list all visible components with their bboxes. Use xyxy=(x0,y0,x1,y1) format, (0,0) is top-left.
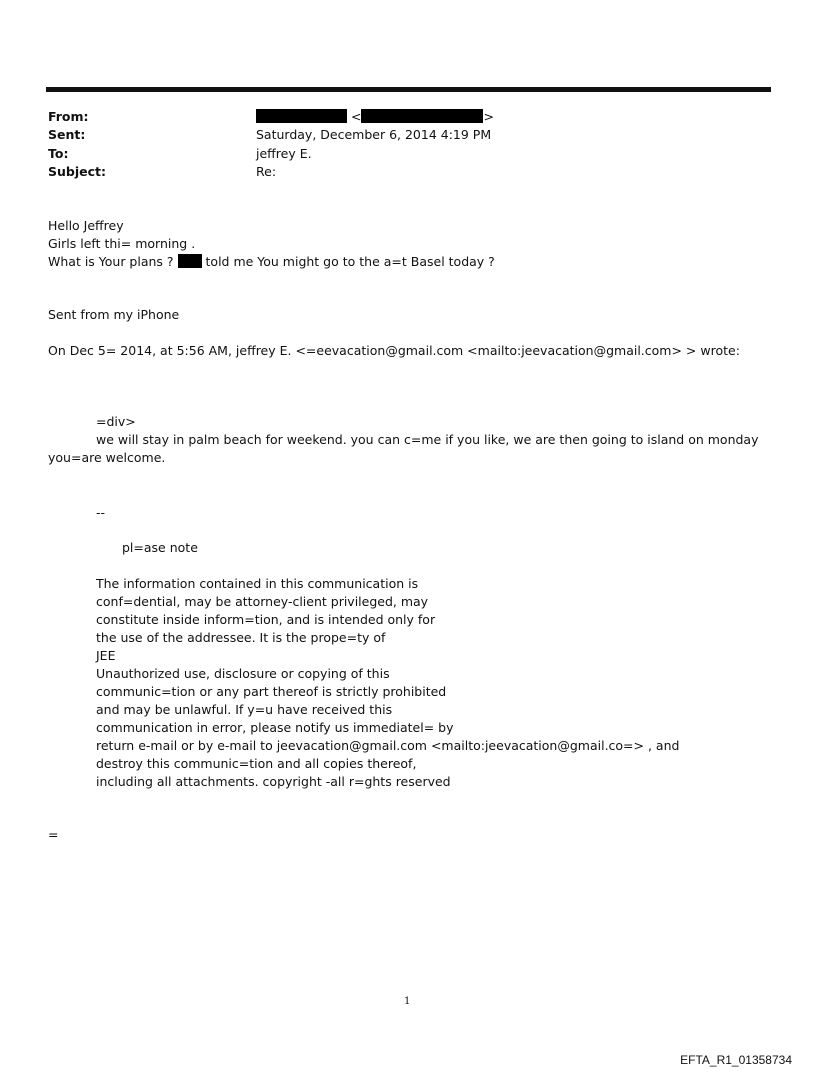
greeting: Hello Jeffrey xyxy=(48,218,124,233)
sent-value: Saturday, December 6, 2014 4:19 PM xyxy=(256,127,492,142)
disclaimer-line: destroy this communic=tion and all copies thereof, xyxy=(96,756,417,771)
disclaimer-line: including all attachments. copyright -all r=ghts reserved xyxy=(96,774,451,789)
subject-value: Re: xyxy=(256,164,277,179)
disclaimer-line: The information contained in this communication is xyxy=(96,576,419,591)
disclaimer-line: Unauthorized use, disclosure or copying of this xyxy=(96,666,390,681)
redaction-box xyxy=(256,109,347,123)
from-value xyxy=(256,109,494,124)
header-rule xyxy=(46,87,771,92)
please-note: pl=ase note xyxy=(122,540,198,555)
page-number: 1 xyxy=(404,996,411,1007)
disclaimer-line: and may be unlawful. If y=u have received this xyxy=(96,702,393,717)
div-tag: =div> xyxy=(96,414,136,429)
disclaimer-line: conf=dential, may be attorney-client privileged, may xyxy=(96,594,429,609)
from-lt: < xyxy=(350,109,362,124)
from-label: From: xyxy=(48,109,89,124)
disclaimer-line: the use of the addressee. It is the prope=ty of xyxy=(96,630,386,645)
redaction-box xyxy=(178,254,202,268)
signature: Sent from my iPhone xyxy=(48,307,180,322)
body-line xyxy=(48,254,495,269)
redaction-box xyxy=(361,109,483,123)
to-label: To: xyxy=(48,146,69,161)
quoted-line: you=are welcome. xyxy=(48,450,166,465)
disclaimer-line: communication in error, please notify us immediatel= by xyxy=(96,720,454,735)
body-text: What is Your plans ? xyxy=(48,254,174,269)
sent-label: Sent: xyxy=(48,127,86,142)
disclaimer-line: return e-mail or by e-mail to jeevacation@gmail.com <mailto:jeevacation@gmail.co=> , and xyxy=(96,738,680,753)
disclaimer-line: constitute inside inform=tion, and is intended only for xyxy=(96,612,436,627)
to-value: jeffrey E. xyxy=(256,146,312,161)
trailing-equals: = xyxy=(48,827,59,842)
body-line: Girls left thi= morning . xyxy=(48,236,196,251)
signature-dashes: -- xyxy=(96,505,106,520)
from-gt: > xyxy=(483,109,494,124)
quote-header: On Dec 5= 2014, at 5:56 AM, jeffrey E. <=eevacation@gmail.com <mailto:jeevacation@gmail.com> > wrote: xyxy=(48,343,740,358)
disclaimer-line: JEE xyxy=(96,648,116,663)
bates-number: EFTA_R1_01358734 xyxy=(680,1053,792,1067)
disclaimer-line: communic=tion or any part thereof is strictly prohibited xyxy=(96,684,447,699)
body-text: told me You might go to the a=t Basel today ? xyxy=(205,254,495,269)
quoted-line: we will stay in palm beach for weekend. you can c=me if you like, we are then going to island on monday xyxy=(96,432,759,447)
subject-label: Subject: xyxy=(48,164,106,179)
